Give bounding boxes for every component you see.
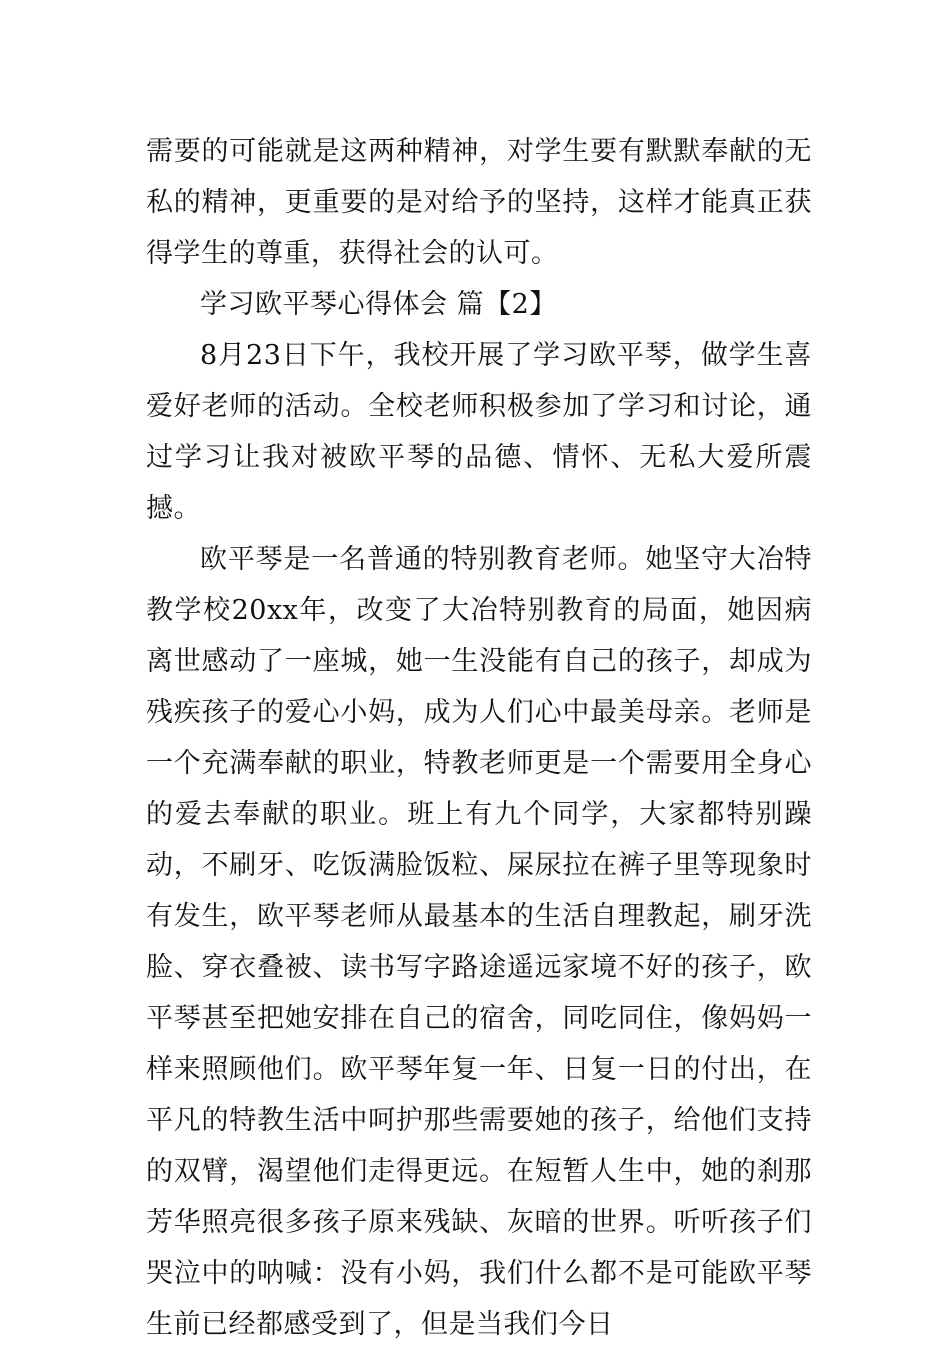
paragraph-body: 欧平琴是一名普通的特别教育老师。她坚守大冶特教学校20xx年，改变了大冶特别教育的局面，她因病离世感动了一座城，她一生没能有自己的孩子，却成为残疾孩子的爱心小妈，成为人们心中最美母亲。老师是一个充满奉献的职业，特教老师更是一个需要用全身心的爱去奉献的职业。班上有九个同学，大家都特别躁动，不刷牙、吃饭满脸饭粒、屎尿拉在裤子里等现象时有发生，欧平琴老师从最基本的生活自理教起，刷牙洗脸、穿衣叠被、读书写字路途遥远家境不好的孩子，欧平琴甚至把她安排在自己的宿舍，同吃同住，像妈妈一样来照顾他们。欧平琴年复一年、日复一日的付出，在平凡的特教生活中呵护那些需要她的孩子，给他们支持的双臂，渴望他们走得更远。在短暂人生中，她的刹那芳华照亮很多孩子原来残缺、灰暗的世界。听听孩子们哭泣中的呐喊：没有小妈，我们什么都不是可能欧平琴生前已经都感受到了，但是当我们今日 [146, 544, 812, 1340]
document-body [146, 126, 812, 1350]
paragraph-continuation: 需要的可能就是这两种精神，对学生要有默默奉献的无私的精神，更重要的是对给予的坚持，这样才能真正获得学生的尊重，获得社会的认可。 [146, 136, 812, 269]
section-heading: 学习欧平琴心得体会 篇【2】 [200, 289, 557, 320]
paragraph-intro: 8月23日下午，我校开展了学习欧平琴，做学生喜爱好老师的活动。全校老师积极参加了学习和讨论，通过学习让我对被欧平琴的品德、情怀、无私大爱所震撼。 [146, 340, 812, 524]
